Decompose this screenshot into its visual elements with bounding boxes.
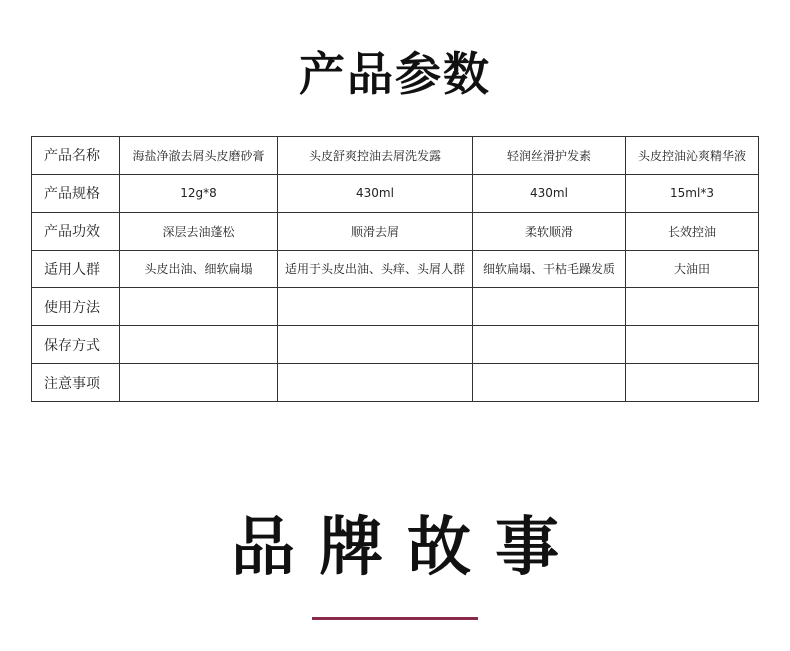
table-row: [32, 288, 759, 326]
table-cell: [473, 288, 626, 326]
table-cell: 头皮出油、细软扁塌: [120, 250, 278, 288]
table-cell: [626, 326, 759, 364]
table-row: [32, 326, 759, 364]
row-header-effect: 产品功效: [32, 212, 120, 250]
table-cell: [278, 288, 473, 326]
table-cell: 430ml: [473, 174, 626, 212]
table-cell: [278, 326, 473, 364]
table-cell: 顺滑去屑: [278, 212, 473, 250]
table-cell: 长效控油: [626, 212, 759, 250]
table-cell: [626, 364, 759, 402]
accent-underline: [312, 617, 478, 620]
table-cell: 细软扁塌、干枯毛躁发质: [473, 250, 626, 288]
row-header-usage: 使用方法: [32, 288, 120, 326]
table-cell: [120, 364, 278, 402]
section-title-brand-story: 品牌故事: [231, 511, 583, 585]
table-row: [32, 137, 759, 175]
table-cell: 柔软顺滑: [473, 212, 626, 250]
row-header-storage: 保存方式: [32, 326, 120, 364]
table-cell: 适用于头皮出油、头痒、头屑人群: [278, 250, 473, 288]
table-cell: 轻润丝滑护发素: [473, 137, 626, 175]
table-row: [32, 174, 759, 212]
table-cell: 430ml: [278, 174, 473, 212]
row-header-name: 产品名称: [32, 137, 120, 175]
table-cell: [278, 364, 473, 402]
row-header-spec: 产品规格: [32, 174, 120, 212]
table-cell: [120, 326, 278, 364]
table-cell: 头皮舒爽控油去屑洗发露: [278, 137, 473, 175]
table-cell: [120, 288, 278, 326]
table-row: [32, 250, 759, 288]
product-params-table: [31, 136, 759, 402]
table-cell: [626, 288, 759, 326]
table-cell: 大油田: [626, 250, 759, 288]
table-cell: 12g*8: [120, 174, 278, 212]
row-header-notes: 注意事项: [32, 364, 120, 402]
section-title-product-params: 产品参数: [299, 47, 491, 101]
table-cell: [473, 364, 626, 402]
row-header-audience: 适用人群: [32, 250, 120, 288]
table-cell: 海盐净澈去屑头皮磨砂膏: [120, 137, 278, 175]
table-row: [32, 212, 759, 250]
table-cell: 15ml*3: [626, 174, 759, 212]
table-cell: 头皮控油沁爽精华液: [626, 137, 759, 175]
table-cell: 深层去油蓬松: [120, 212, 278, 250]
table-row: [32, 364, 759, 402]
table-cell: [473, 326, 626, 364]
